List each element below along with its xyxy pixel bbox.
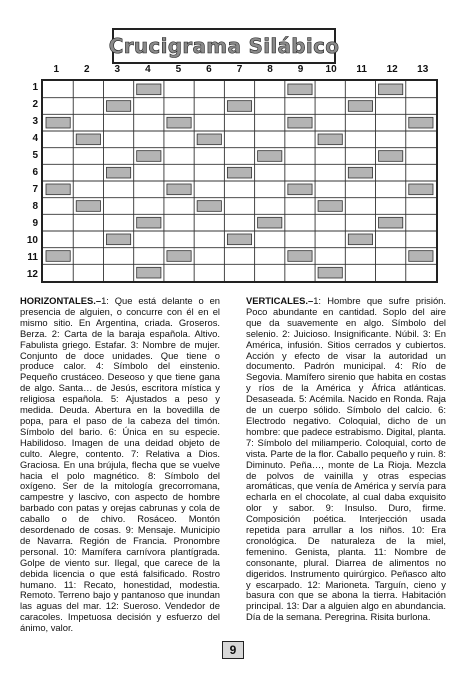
row-number: 6 <box>32 167 38 178</box>
column-number: 1 <box>53 64 60 75</box>
black-cell <box>167 117 191 128</box>
black-cell <box>137 84 161 95</box>
black-cell <box>197 134 221 145</box>
column-number: 13 <box>417 64 429 75</box>
row-number: 11 <box>27 252 38 263</box>
column-number: 12 <box>386 64 398 75</box>
horizontales-clues <box>20 296 220 634</box>
black-cell <box>288 184 312 195</box>
black-cell <box>137 217 161 228</box>
horizontales-heading: HORIZONTALES.– <box>20 295 102 306</box>
page-title: Crucigrama Silábico <box>108 34 340 58</box>
black-cell <box>258 151 282 162</box>
black-cell <box>288 117 312 128</box>
column-number: 7 <box>236 64 243 75</box>
column-number: 8 <box>267 64 273 75</box>
black-cell <box>318 267 342 278</box>
row-number: 12 <box>26 269 38 280</box>
black-cell <box>348 167 372 178</box>
column-number: 10 <box>325 64 337 75</box>
black-cell <box>379 217 403 228</box>
black-cell <box>318 201 342 212</box>
black-cell <box>106 167 130 178</box>
row-number: 10 <box>26 235 38 246</box>
column-number: 5 <box>175 64 182 75</box>
column-number: 2 <box>84 64 90 75</box>
black-cell <box>227 167 251 178</box>
black-cell <box>379 84 403 95</box>
horizontales-text: 1: Que está delante o en presencia de alguien, o concurre con él en el mismo sitio. En Argentina, criada. Groseros. Berza. 2: Carta de la baraja española. Altivo. Fabulista griego. Estafar. 3: Nombre de mujer. Conjunto de doce unidades. Que tiene o produce calor. 4: Símbolo del einstenio. Pequeño crustáceo. Deseoso y que tiene gana de algo. Santa… de Jesús, escritora mística y religiosa española. 5: Ajustados a peso y medida. Deuda. Abertura en la bovedilla de popa, para el paso de la cabeza del timón. Símbolo del bario. 6: Única en su especie. Habilidoso. Imagen de una deidad objeto de culto. Alegre, contento. 7: Relativa a Dios. Graciosa. En una brújula, flecha que se vuelve hacia el polo magnético. 8: Símbolo del oxígeno. Ser de la mitología grecorromana, campestre y lascivo, con aspecto de hombre barbado con patas y orejas cabrunas y cola de caballo o de chivo. Rosáceo. Montón desordenado de cosas. 9: Mensaje. Municipio de Navarra. Región de Francia. Pronombre personal. 10: Mamífera carnívora plantígrada. Golpe de viento sur. Ilegal, que carece de la debida licencia o que está falsificado. Rostro humano. 11: Recato, honestidad, modestia. Remoto. Terreno bajo y pantanoso que inundan las aguas del mar. 12: Sueroso. Vendedor de caracoles. Impetuosa decisión y esfuerzo del ánimo, valor. <box>20 295 220 634</box>
black-cell <box>348 101 372 112</box>
black-cell <box>137 151 161 162</box>
black-cell <box>167 251 191 262</box>
black-cell <box>409 184 433 195</box>
crossword-grid-svg <box>43 81 436 281</box>
column-number: 4 <box>145 64 151 75</box>
black-cell <box>76 134 100 145</box>
column-number: 3 <box>114 64 121 75</box>
black-cell <box>106 234 130 245</box>
black-cell <box>409 251 433 262</box>
black-cell <box>46 251 70 262</box>
black-cell <box>348 234 372 245</box>
black-cell <box>409 117 433 128</box>
black-cell <box>167 184 191 195</box>
row-numbers <box>20 79 40 283</box>
row-number: 5 <box>32 150 38 161</box>
row-number: 3 <box>32 116 38 127</box>
black-cell <box>197 201 221 212</box>
black-cell <box>46 117 70 128</box>
black-cell <box>76 201 100 212</box>
black-cell <box>46 184 70 195</box>
row-number: 9 <box>32 218 38 229</box>
row-number: 7 <box>32 184 38 195</box>
black-cell <box>288 251 312 262</box>
row-number: 1 <box>32 82 38 93</box>
black-cell <box>258 217 282 228</box>
row-number: 8 <box>32 201 38 212</box>
row-number: 2 <box>32 99 38 110</box>
verticales-heading: VERTICALES.– <box>246 295 314 306</box>
black-cell <box>137 267 161 278</box>
column-number: 9 <box>297 64 304 75</box>
verticales-text: 1: Hombre que sufre prisión. Poco abundante en cantidad. Soplo del aire que da suavemente en algo. Símbolo del selenio. 2: Juicioso. Insignificante. Núbil. 3: En América, infusión. Sitios cerrados y cubiertos. Acción y efecto de visar la autoridad un documento. Padrón municipal. 4: Río de Segovia. Mamífero sirenio que habita en costas y ríos de la América y África atlánticas. Desaseada. 5: Acémila. Nacido en Ronda. Raja de un cuerpo sólido. Símbolo del calcio. 6: Electrodo negativo. Coloquial, dicho de un hombre: que padece estrabismo. Digital, planta. 7: Símbolo del miliamperio. Coloquial, corto de vista. Parte de la flor. Caballo pequeño y ruin. 8: Diminuto. Peña…, monte de La Rioja. Mezcla de polvos de vainilla y otras especias aromáticas, que venía de América y servía para echarla en el chocolate, al cual daba exquisito olor y sabor. 9: Insulso. Duro, firme. Composición poética. Interjección usada repetida para arrullar a los niños. 10: Era cronológica. De naturaleza de la miel, femenino. Genista, planta. 11: Nombre de consonante, plural. Diarrea de alimentos no digeridos. Instrumento quirúrgico. Peñasco alto y escarpado. 12: Marioneta. Targuín, cieno y basura con que se abona la tierra. Habitación principal. 13: Dar a alguien algo en abundancia. Día de la semana. Peregrina. Risita burlona. <box>246 295 446 623</box>
black-cell <box>227 234 251 245</box>
title-box <box>108 28 340 64</box>
column-numbers <box>41 64 438 78</box>
page-number: 9 <box>222 641 244 659</box>
black-cell <box>318 134 342 145</box>
column-number: 6 <box>206 64 212 75</box>
black-cell <box>227 101 251 112</box>
crossword-grid[interactable] <box>41 79 438 283</box>
column-number: 11 <box>356 64 367 75</box>
verticales-clues <box>246 296 446 623</box>
black-cell <box>379 151 403 162</box>
black-cell <box>288 84 312 95</box>
black-cell <box>106 101 130 112</box>
row-number: 4 <box>32 133 38 144</box>
